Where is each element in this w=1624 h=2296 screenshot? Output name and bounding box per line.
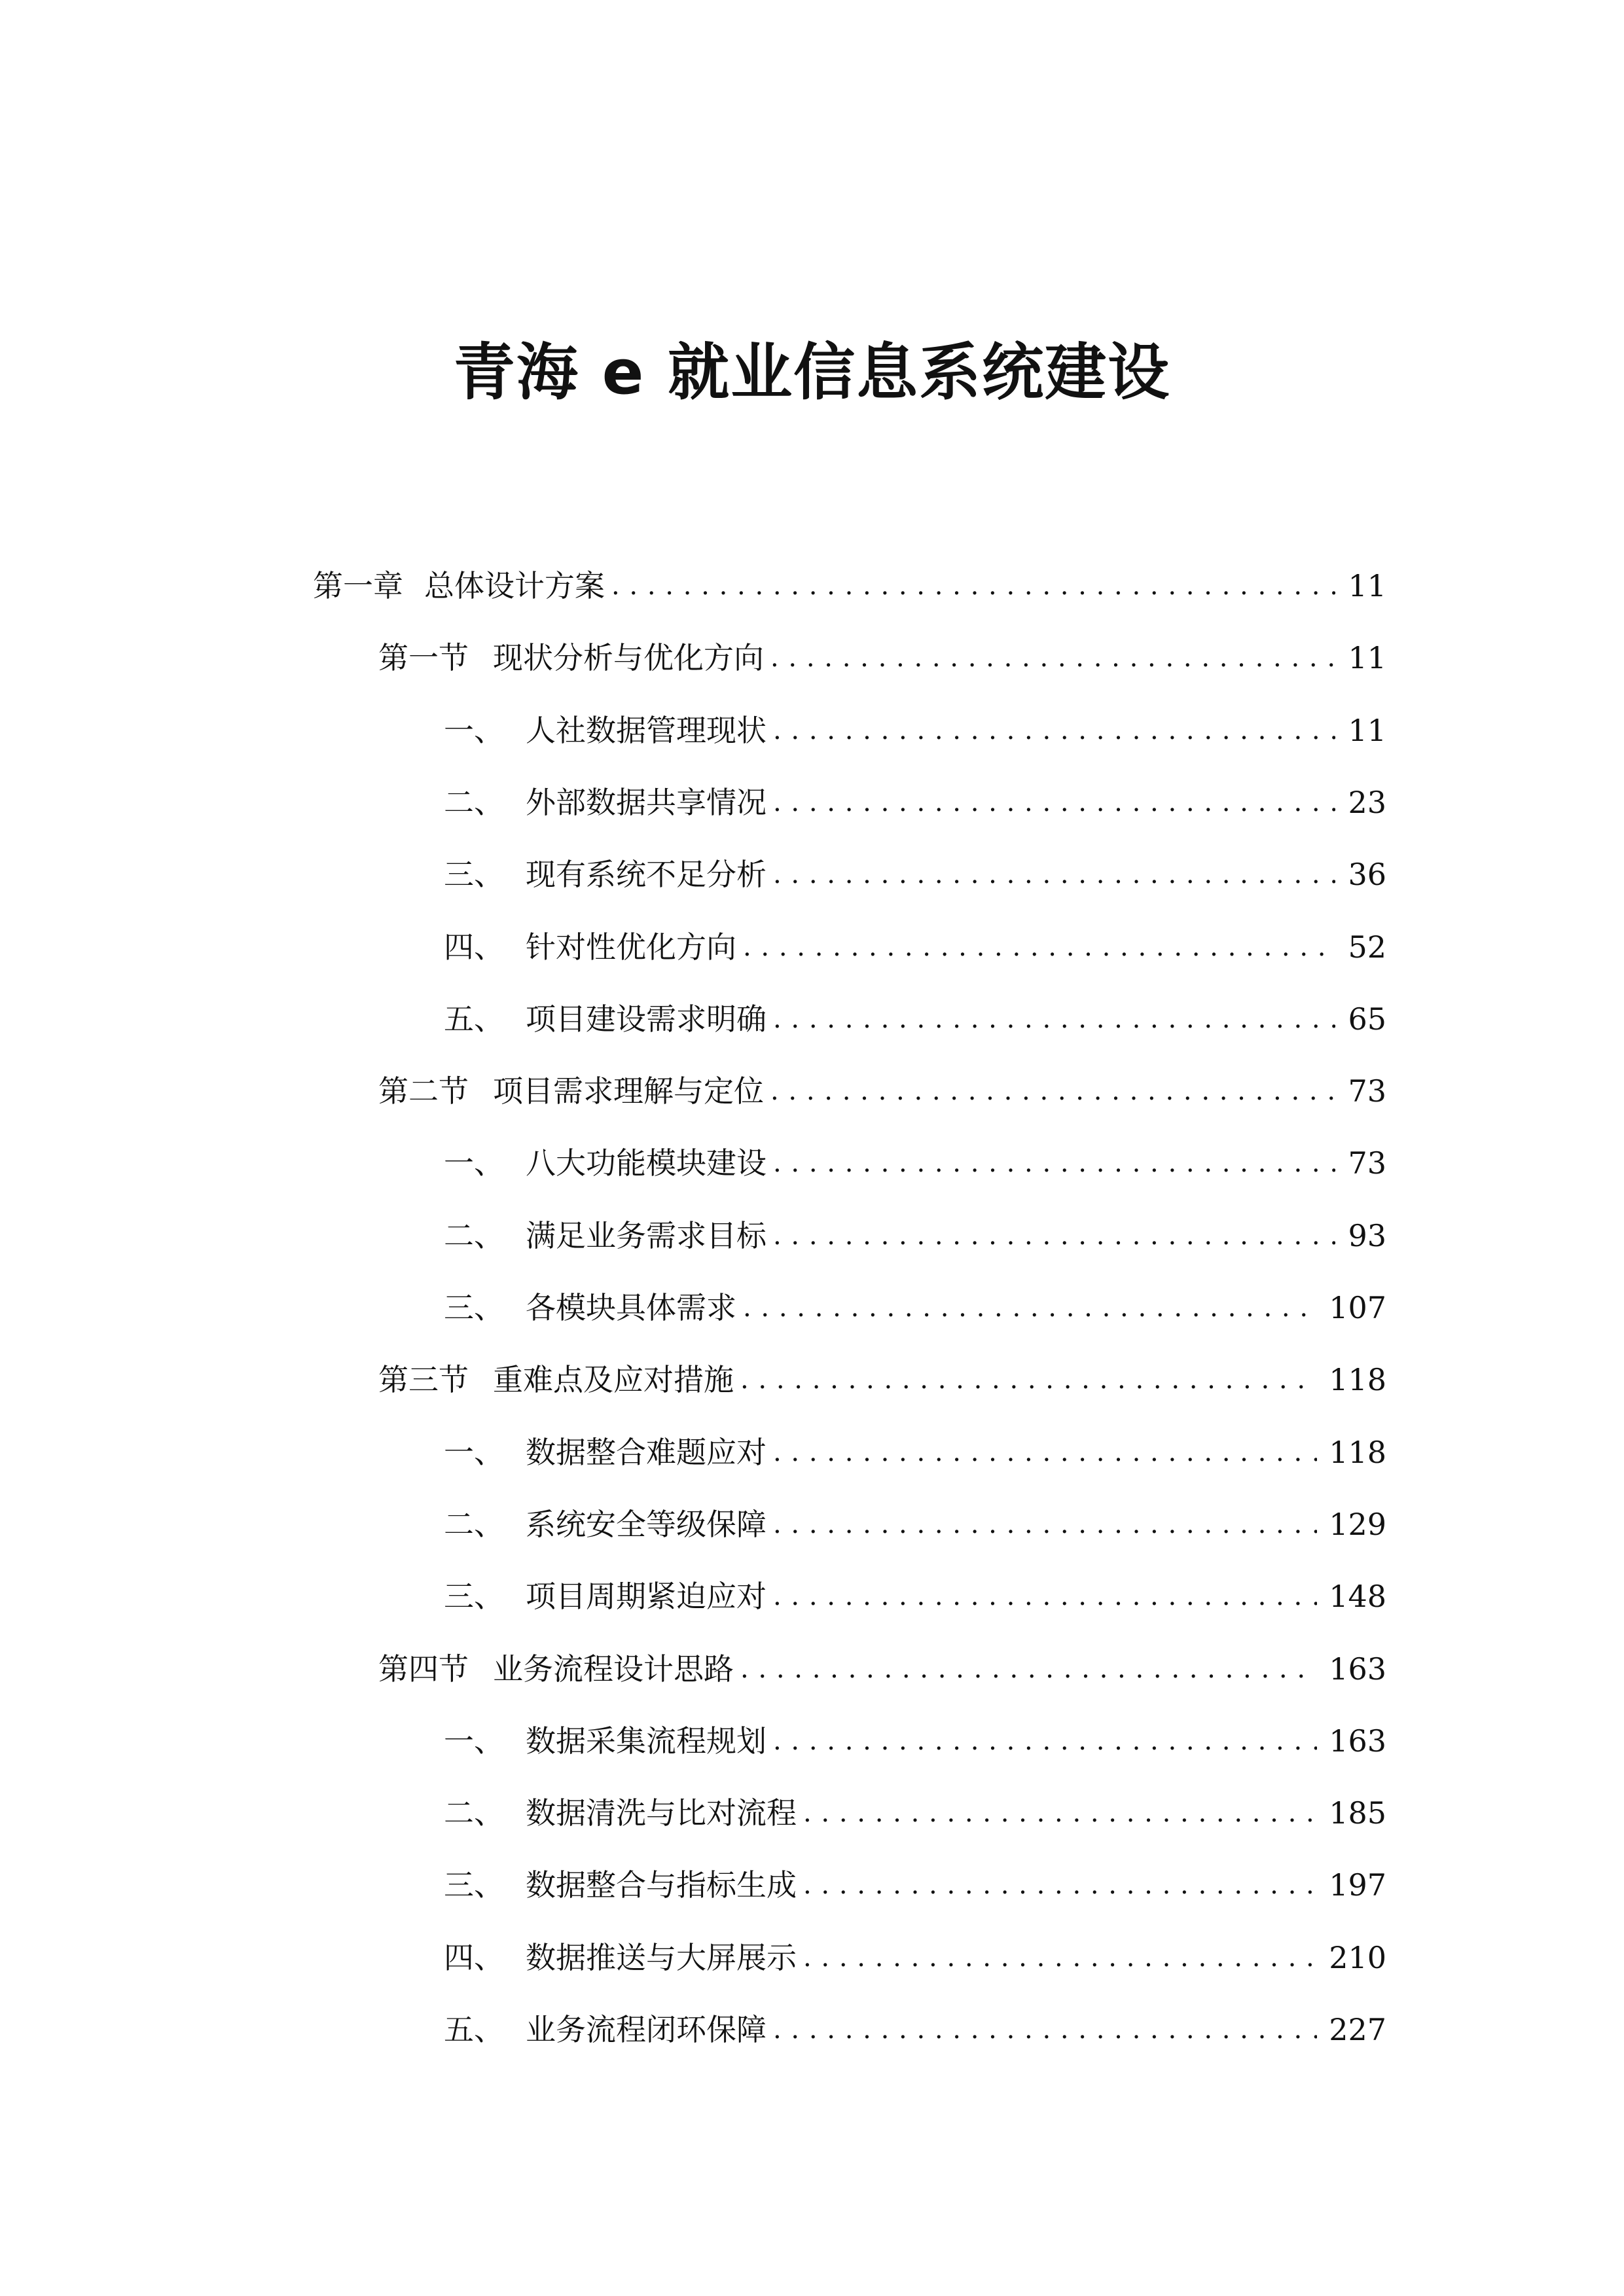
toc-entry-number: 三、 bbox=[444, 1579, 504, 1615]
toc-entry-number: 一、 bbox=[444, 1723, 504, 1759]
toc-entry-title: 项目建设需求明确 bbox=[526, 1001, 767, 1037]
toc-entry[interactable] bbox=[313, 556, 1386, 615]
toc-dot-leader bbox=[773, 1495, 1317, 1554]
document-title: 青海 e 就业信息系统建设 bbox=[453, 337, 1171, 408]
toc-entry-title: 数据整合与指标生成 bbox=[526, 1867, 797, 1903]
toc-entry[interactable] bbox=[378, 628, 1386, 687]
toc-dot-leader bbox=[803, 1784, 1317, 1842]
toc-entry-title: 各模块具体需求 bbox=[526, 1290, 736, 1325]
toc-entry-page-number: 163 bbox=[1329, 1723, 1386, 1759]
toc-entry-number: 三、 bbox=[444, 1867, 504, 1903]
toc-entry-page-number: 210 bbox=[1329, 1939, 1386, 1975]
toc-entry-title: 针对性优化方向 bbox=[526, 929, 736, 965]
toc-entry[interactable] bbox=[444, 1278, 1386, 1337]
toc-entry-number: 四、 bbox=[444, 929, 504, 965]
toc-entry-page-number: 36 bbox=[1348, 857, 1386, 893]
toc-entry-page-number: 227 bbox=[1329, 2012, 1386, 2047]
toc-entry[interactable] bbox=[444, 1206, 1386, 1265]
toc-entry-number: 第一节 bbox=[378, 640, 469, 676]
toc-dot-leader bbox=[803, 1856, 1317, 1914]
toc-entry[interactable] bbox=[378, 1640, 1386, 1698]
toc-dot-leader bbox=[740, 1350, 1317, 1409]
toc-entry-number: 五、 bbox=[444, 2012, 504, 2047]
toc-entry[interactable] bbox=[444, 1495, 1386, 1554]
toc-entry-number: 二、 bbox=[444, 784, 504, 820]
toc-dot-leader bbox=[773, 1712, 1317, 1770]
toc-entry-title: 总体设计方案 bbox=[424, 568, 605, 603]
toc-dot-leader bbox=[611, 556, 1335, 615]
toc-entry-number: 一、 bbox=[444, 712, 504, 748]
toc-entry[interactable] bbox=[444, 1856, 1386, 1914]
toc-entry-title: 业务流程设计思路 bbox=[493, 1651, 734, 1687]
toc-entry-page-number: 65 bbox=[1348, 1001, 1386, 1037]
toc-entry-number: 二、 bbox=[444, 1217, 504, 1253]
toc-entry[interactable] bbox=[444, 845, 1386, 904]
toc-dot-leader bbox=[773, 990, 1335, 1049]
toc-entry-number: 第二节 bbox=[378, 1073, 469, 1109]
toc-entry[interactable] bbox=[444, 2000, 1386, 2059]
toc-entry[interactable] bbox=[444, 1567, 1386, 1626]
toc-entry-title: 项目周期紧迫应对 bbox=[526, 1579, 767, 1615]
toc-entry-page-number: 163 bbox=[1329, 1651, 1386, 1687]
toc-entry-page-number: 93 bbox=[1348, 1217, 1386, 1253]
toc-dot-leader bbox=[740, 1640, 1317, 1698]
toc-dot-leader bbox=[803, 1928, 1317, 1987]
toc-entry[interactable] bbox=[378, 1350, 1386, 1409]
toc-entry-number: 二、 bbox=[444, 1795, 504, 1831]
toc-dot-leader bbox=[743, 918, 1335, 977]
toc-dot-leader bbox=[773, 1423, 1317, 1482]
toc-entry-number: 二、 bbox=[444, 1506, 504, 1542]
toc-entry-page-number: 185 bbox=[1329, 1795, 1386, 1831]
toc-entry-title: 数据整合难题应对 bbox=[526, 1434, 767, 1470]
toc-entry-page-number: 52 bbox=[1348, 929, 1386, 965]
toc-entry-page-number: 118 bbox=[1329, 1362, 1386, 1398]
toc-dot-leader bbox=[770, 628, 1335, 687]
toc-entry-number: 第四节 bbox=[378, 1651, 469, 1687]
toc-entry[interactable] bbox=[444, 1134, 1386, 1193]
toc-entry-page-number: 23 bbox=[1348, 784, 1386, 820]
toc-entry-number: 第一章 bbox=[313, 568, 403, 603]
toc-entry[interactable] bbox=[444, 773, 1386, 832]
toc-dot-leader bbox=[773, 773, 1335, 832]
toc-entry-title: 数据推送与大屏展示 bbox=[526, 1939, 797, 1975]
toc-entry-number: 三、 bbox=[444, 857, 504, 893]
toc-entry-page-number: 11 bbox=[1348, 640, 1386, 676]
toc-entry[interactable] bbox=[444, 1712, 1386, 1770]
toc-entry-number: 第三节 bbox=[378, 1362, 469, 1398]
toc-entry-title: 项目需求理解与定位 bbox=[493, 1073, 764, 1109]
toc-entry-title: 满足业务需求目标 bbox=[526, 1217, 767, 1253]
toc-entry[interactable] bbox=[444, 990, 1386, 1049]
toc-entry-page-number: 197 bbox=[1329, 1867, 1386, 1903]
toc-entry-page-number: 129 bbox=[1329, 1506, 1386, 1542]
toc-dot-leader bbox=[773, 2000, 1317, 2059]
toc-entry-page-number: 11 bbox=[1348, 712, 1386, 748]
toc-entry[interactable] bbox=[444, 1928, 1386, 1987]
toc-dot-leader bbox=[773, 845, 1335, 904]
toc-entry-page-number: 107 bbox=[1329, 1290, 1386, 1325]
toc-entry-number: 三、 bbox=[444, 1290, 504, 1325]
toc-entry-title: 现有系统不足分析 bbox=[526, 857, 767, 893]
toc-dot-leader bbox=[773, 1206, 1335, 1265]
toc-entry-title: 业务流程闭环保障 bbox=[526, 2012, 767, 2047]
toc-entry-title: 数据清洗与比对流程 bbox=[526, 1795, 797, 1831]
toc-dot-leader bbox=[773, 1134, 1335, 1193]
toc-entry-title: 现状分析与优化方向 bbox=[493, 640, 764, 676]
toc-entry-page-number: 11 bbox=[1348, 568, 1386, 603]
toc-entry-title: 数据采集流程规划 bbox=[526, 1723, 767, 1759]
toc-entry-title: 人社数据管理现状 bbox=[526, 712, 767, 748]
toc-entry-page-number: 73 bbox=[1348, 1073, 1386, 1109]
toc-entry-number: 五、 bbox=[444, 1001, 504, 1037]
toc-entry[interactable] bbox=[444, 918, 1386, 977]
toc-dot-leader bbox=[743, 1278, 1317, 1337]
toc-dot-leader bbox=[773, 1567, 1317, 1626]
toc-entry[interactable] bbox=[378, 1062, 1386, 1121]
toc-entry-number: 一、 bbox=[444, 1145, 504, 1181]
toc-entry[interactable] bbox=[444, 1423, 1386, 1482]
toc-entry-title: 重难点及应对措施 bbox=[493, 1362, 734, 1398]
toc-entry-title: 外部数据共享情况 bbox=[526, 784, 767, 820]
toc-dot-leader bbox=[773, 701, 1335, 760]
toc-entry-number: 一、 bbox=[444, 1434, 504, 1470]
toc-entry[interactable] bbox=[444, 701, 1386, 760]
toc-entry-page-number: 118 bbox=[1329, 1434, 1386, 1470]
toc-entry-page-number: 148 bbox=[1329, 1579, 1386, 1615]
toc-entry-number: 四、 bbox=[444, 1939, 504, 1975]
toc-entry[interactable] bbox=[444, 1784, 1386, 1842]
toc-entry-title: 八大功能模块建设 bbox=[526, 1145, 767, 1181]
toc-entry-title: 系统安全等级保障 bbox=[526, 1506, 767, 1542]
toc-entry-page-number: 73 bbox=[1348, 1145, 1386, 1181]
toc-dot-leader bbox=[770, 1062, 1335, 1121]
